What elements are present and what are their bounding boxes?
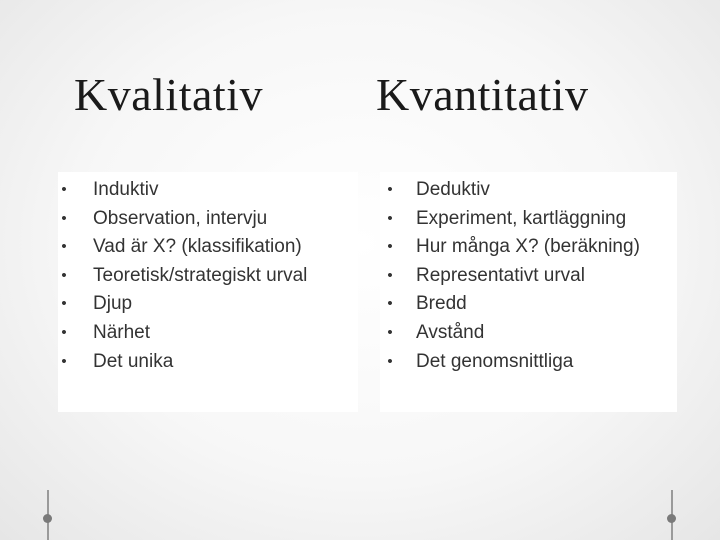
list-item-text: Deduktiv (416, 179, 490, 200)
list-item-text: Bredd (416, 293, 467, 315)
right-column-title: Kvantitativ (376, 69, 589, 120)
right-decorative-dot-icon (667, 514, 676, 523)
bullet-icon: • (61, 352, 67, 370)
bullet-icon: • (387, 266, 393, 284)
list-item-text: Djup (93, 293, 133, 315)
list-item-text: Det genomsnittliga (416, 350, 574, 372)
bullet-icon: • (387, 209, 393, 227)
list-item-text: Representativt urval (416, 264, 585, 286)
list-item-text: Vad är X? (klassifikation) (93, 236, 302, 258)
list-item-text: Teoretisk/strategiskt urval (93, 264, 308, 286)
left-column-title: Kvalitativ (74, 69, 263, 120)
list-item-text: Hur många X? (beräkning) (416, 236, 640, 258)
bullet-icon: • (387, 295, 393, 313)
list-item-text: Induktiv (93, 179, 159, 200)
bullet-icon: • (61, 181, 67, 198)
left-content-panel (58, 172, 358, 412)
right-content-panel (380, 172, 677, 412)
bullet-icon: • (387, 352, 393, 370)
left-decorative-dot-icon (43, 514, 52, 523)
bullet-icon: • (61, 266, 67, 284)
bullet-icon: • (61, 209, 67, 227)
bullet-icon: • (387, 238, 393, 256)
list-item-text: Avstånd (416, 321, 485, 343)
list-item-text: Experiment, kartläggning (416, 207, 627, 229)
bullet-icon: • (61, 295, 67, 313)
bullet-icon: • (61, 323, 67, 341)
list-item-text: Det unika (93, 350, 174, 372)
list-item-text: Observation, intervju (93, 207, 268, 229)
bullet-icon: • (61, 238, 67, 256)
bullet-icon: • (387, 181, 393, 198)
bullet-icon: • (387, 323, 393, 341)
list-item-text: Närhet (93, 321, 151, 343)
